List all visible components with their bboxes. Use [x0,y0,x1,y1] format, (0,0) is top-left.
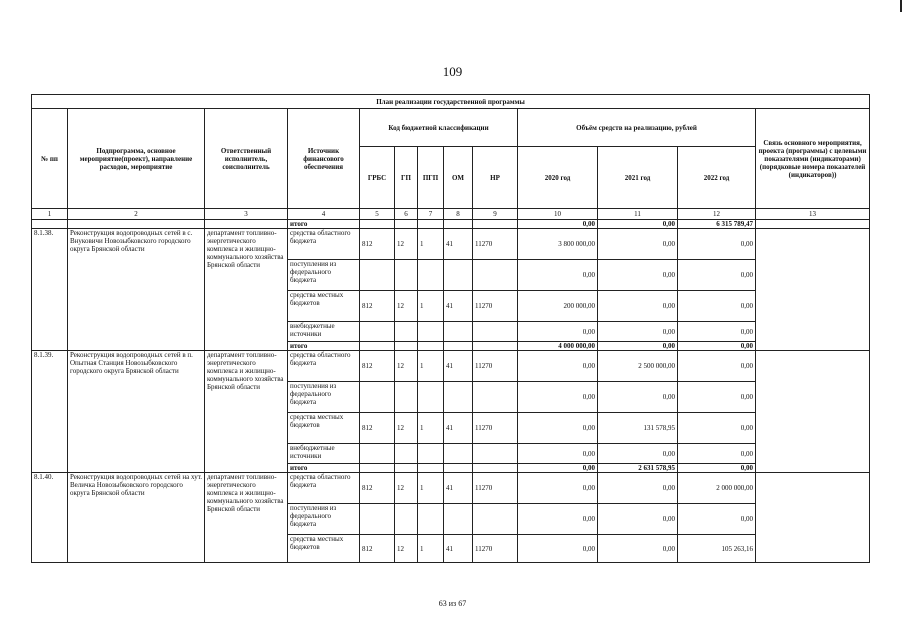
om-cell [444,382,473,413]
gp-cell [395,260,418,291]
table-row [32,229,870,260]
header-link: Связь основного мероприятия, проекта (программы) с целевыми показателями (индикаторами) (порядковые номера показателей (индикаторов)) [756,109,870,209]
header-nr: НР [473,147,518,209]
pgp-cell: 1 [418,413,444,444]
source-cell: внебюджетные источники [288,444,360,464]
grbs-cell: 812 [360,413,395,444]
total-2022: 0,00 [678,342,756,351]
nr-cell [473,260,518,291]
pgp-cell [418,260,444,291]
source-cell: средства местных бюджетов [288,535,360,563]
grbs-cell [360,382,395,413]
total-2020: 0,00 [518,220,598,229]
colnum: 11 [598,209,678,220]
total-2022: 0,00 [678,464,756,473]
value-2020: 3 800 000,00 [518,229,598,260]
total-2022: 6 315 789,47 [678,220,756,229]
table-row [32,473,870,504]
om-cell [444,322,473,342]
grbs-cell [360,260,395,291]
value-2020: 0,00 [518,351,598,382]
value-2022: 0,00 [678,291,756,322]
source-cell: средства областного бюджета [288,473,360,504]
gp-cell: 12 [395,535,418,563]
total-2021: 2 631 578,95 [598,464,678,473]
value-2022: 0,00 [678,413,756,444]
value-2022: 0,00 [678,229,756,260]
gp-cell: 12 [395,473,418,504]
header-program: Подпрограмма, основное мероприятие(проект), направление расходов, мероприятие [68,109,205,209]
header-source: Источник финансового обеспечения [288,109,360,209]
pgp-cell: 1 [418,473,444,504]
colnum: 6 [395,209,418,220]
value-2022: 0,00 [678,382,756,413]
om-cell: 41 [444,413,473,444]
total-2021: 0,00 [598,342,678,351]
pgp-cell: 1 [418,291,444,322]
header-grbs: ГРБС [360,147,395,209]
value-2022: 0,00 [678,504,756,535]
source-cell: поступления из федерального бюджета [288,382,360,413]
nr-cell: 11270 [473,413,518,444]
colnum: 1 [32,209,68,220]
program-plan-table [31,94,870,563]
total-label: итого [288,220,360,229]
nr-cell [473,382,518,413]
gp-cell: 12 [395,229,418,260]
value-2021: 0,00 [598,504,678,535]
value-2022: 2 000 000,00 [678,473,756,504]
value-2020: 0,00 [518,504,598,535]
source-cell: внебюджетные источники [288,322,360,342]
om-cell [444,444,473,464]
header-kbk: Код бюджетной классификации [360,109,518,147]
link-cell [756,229,870,351]
om-cell [444,260,473,291]
colnum: 7 [418,209,444,220]
source-cell: средства областного бюджета [288,229,360,260]
section-number: 8.1.39. [32,351,68,473]
gp-cell: 12 [395,291,418,322]
section-executor: департамент топливно-энергетического комплекса и жилищно-коммунального хозяйства Брянской области [205,351,288,473]
header-gp: ГП [395,147,418,209]
grbs-cell: 812 [360,535,395,563]
value-2022: 0,00 [678,260,756,291]
header-2021: 2021 год [598,147,678,209]
pgp-cell [418,444,444,464]
section-number: 8.1.40. [32,473,68,563]
table-row [32,351,870,382]
value-2020: 0,00 [518,444,598,464]
nr-cell: 11270 [473,351,518,382]
source-cell: средства областного бюджета [288,351,360,382]
section-name: Реконструкция водопроводных сетей в п. Опытная Станция Новозыбковского городского округа Брянской области [68,351,205,473]
colnum: 4 [288,209,360,220]
header-2022: 2022 год [678,147,756,209]
value-2022: 0,00 [678,322,756,342]
section-name: Реконструкция водопроводных сетей на хут. Величка Новозыбковского городского округа Брянской области [68,473,205,563]
source-cell: средства местных бюджетов [288,291,360,322]
page-edge-mark [900,0,902,12]
source-cell: средства местных бюджетов [288,413,360,444]
pgp-cell: 1 [418,229,444,260]
header-num: № пп [32,109,68,209]
section-executor: департамент топливно-энергетического комплекса и жилищно-коммунального хозяйства Брянской области [205,229,288,351]
total-2021: 0,00 [598,220,678,229]
grbs-cell: 812 [360,291,395,322]
gp-cell: 12 [395,413,418,444]
value-2021: 0,00 [598,444,678,464]
pgp-cell [418,322,444,342]
colnum: 9 [473,209,518,220]
header-pgp: ПГП [418,147,444,209]
colnum: 5 [360,209,395,220]
om-cell: 41 [444,535,473,563]
total-label: итого [288,342,360,351]
nr-cell: 11270 [473,473,518,504]
section-number: 8.1.38. [32,229,68,351]
nr-cell [473,504,518,535]
page-footer: 63 из 67 [438,599,467,608]
value-2020: 0,00 [518,535,598,563]
link-cell [756,473,870,563]
header-2020: 2020 год [518,147,598,209]
total-label: итого [288,464,360,473]
grbs-cell: 812 [360,473,395,504]
header-om: ОМ [444,147,473,209]
value-2021: 0,00 [598,229,678,260]
header-executor: Ответственный исполнитель, соисполнитель [205,109,288,209]
value-2021: 0,00 [598,260,678,291]
nr-cell: 11270 [473,535,518,563]
grbs-cell: 812 [360,229,395,260]
value-2021: 131 578,95 [598,413,678,444]
value-2021: 0,00 [598,291,678,322]
value-2020: 0,00 [518,473,598,504]
gp-cell [395,444,418,464]
link-cell [756,351,870,473]
nr-cell [473,444,518,464]
nr-cell: 11270 [473,229,518,260]
grbs-cell [360,444,395,464]
value-2020: 200 000,00 [518,291,598,322]
section-executor: департамент топливно-энергетического комплекса и жилищно-коммунального хозяйства Брянской области [205,473,288,563]
pgp-cell: 1 [418,351,444,382]
header-volume: Объём средств на реализацию, рублей [518,109,756,147]
table-title: План реализации государственной программы [32,95,870,109]
colnum: 12 [678,209,756,220]
section-name: Реконструкция водопроводных сетей в с. Внуковичи Новозыбковского городского округа Брянской области [68,229,205,351]
grbs-cell: 812 [360,351,395,382]
colnum: 8 [444,209,473,220]
value-2022: 105 263,16 [678,535,756,563]
source-cell: поступления из федерального бюджета [288,260,360,291]
grbs-cell [360,322,395,342]
om-cell: 41 [444,291,473,322]
total-2020: 0,00 [518,464,598,473]
source-cell: поступления из федерального бюджета [288,504,360,535]
value-2022: 0,00 [678,444,756,464]
gp-cell [395,504,418,535]
pgp-cell: 1 [418,535,444,563]
total-row [32,220,870,229]
value-2020: 0,00 [518,382,598,413]
nr-cell [473,322,518,342]
grbs-cell [360,504,395,535]
gp-cell: 12 [395,351,418,382]
colnum: 13 [756,209,870,220]
value-2021: 0,00 [598,382,678,413]
om-cell: 41 [444,473,473,504]
value-2020: 0,00 [518,413,598,444]
nr-cell: 11270 [473,291,518,322]
gp-cell [395,382,418,413]
om-cell: 41 [444,229,473,260]
value-2021: 0,00 [598,473,678,504]
page-number: 109 [442,64,463,79]
colnum: 10 [518,209,598,220]
value-2020: 0,00 [518,260,598,291]
pgp-cell [418,382,444,413]
total-2020: 4 000 000,00 [518,342,598,351]
pgp-cell [418,504,444,535]
value-2021: 0,00 [598,535,678,563]
value-2022: 0,00 [678,351,756,382]
value-2020: 0,00 [518,322,598,342]
om-cell [444,504,473,535]
colnum: 3 [205,209,288,220]
gp-cell [395,322,418,342]
colnum: 2 [68,209,205,220]
value-2021: 0,00 [598,322,678,342]
value-2021: 2 500 000,00 [598,351,678,382]
om-cell: 41 [444,351,473,382]
